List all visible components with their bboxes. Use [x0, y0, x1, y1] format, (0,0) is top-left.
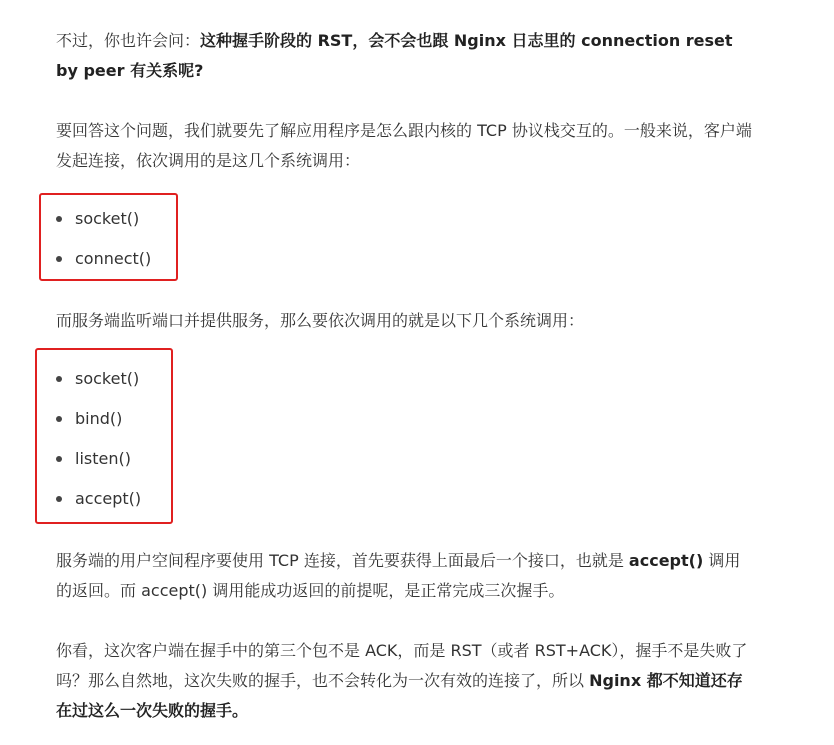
server-calls-highlight-box — [35, 348, 173, 524]
syscall-name: connect() — [75, 249, 152, 268]
paragraph-question-bold: 这种握手阶段的 RST，会不会也跟 Nginx 日志里的 connection reset by peer 有关系呢? — [56, 31, 733, 80]
paragraph-server-intro: 而服务端监听端口并提供服务，那么要依次调用的就是以下几个系统调用： — [56, 311, 585, 330]
paragraph-accept-lead: 服务端的用户空间程序要使用 TCP 连接，首先要获得上面最后一个接口，也就是 — [56, 551, 629, 570]
paragraph-conclusion — [56, 636, 756, 726]
paragraph-accept-tail: 调用的返回。而 accept() 调用能成功返回的前提呢，是正常完成三次握手。 — [56, 551, 741, 600]
paragraph-accept-explanation — [56, 546, 756, 606]
paragraph-conclusion-bold: Nginx 都不知道还存在过这么一次失败的握手。 — [56, 671, 743, 720]
syscall-name: bind() — [75, 409, 123, 428]
paragraph-accept-bold: accept() — [628, 551, 704, 570]
syscall-name: socket() — [75, 209, 140, 228]
syscall-name: socket() — [75, 369, 140, 388]
paragraph-question — [56, 26, 756, 86]
paragraph-question-lead: 不过，你也许会问： — [56, 31, 201, 50]
syscall-name: accept() — [75, 489, 142, 508]
syscall-name: listen() — [75, 449, 131, 468]
paragraph-client-intro: 要回答这个问题，我们就要先了解应用程序是怎么跟内核的 TCP 协议栈交互的。一般来说，客户端发起连接，依次调用的是这几个系统调用： — [56, 121, 752, 170]
paragraph-conclusion-lead: 你看，这次客户端在握手中的第三个包不是 ACK，而是 RST（或者 RST+ACK），握手不是失败了吗？那么自然地，这次失败的握手，也不会转化为一次有效的连接了，所以 — [56, 641, 748, 690]
client-calls-highlight-box — [39, 193, 178, 281]
